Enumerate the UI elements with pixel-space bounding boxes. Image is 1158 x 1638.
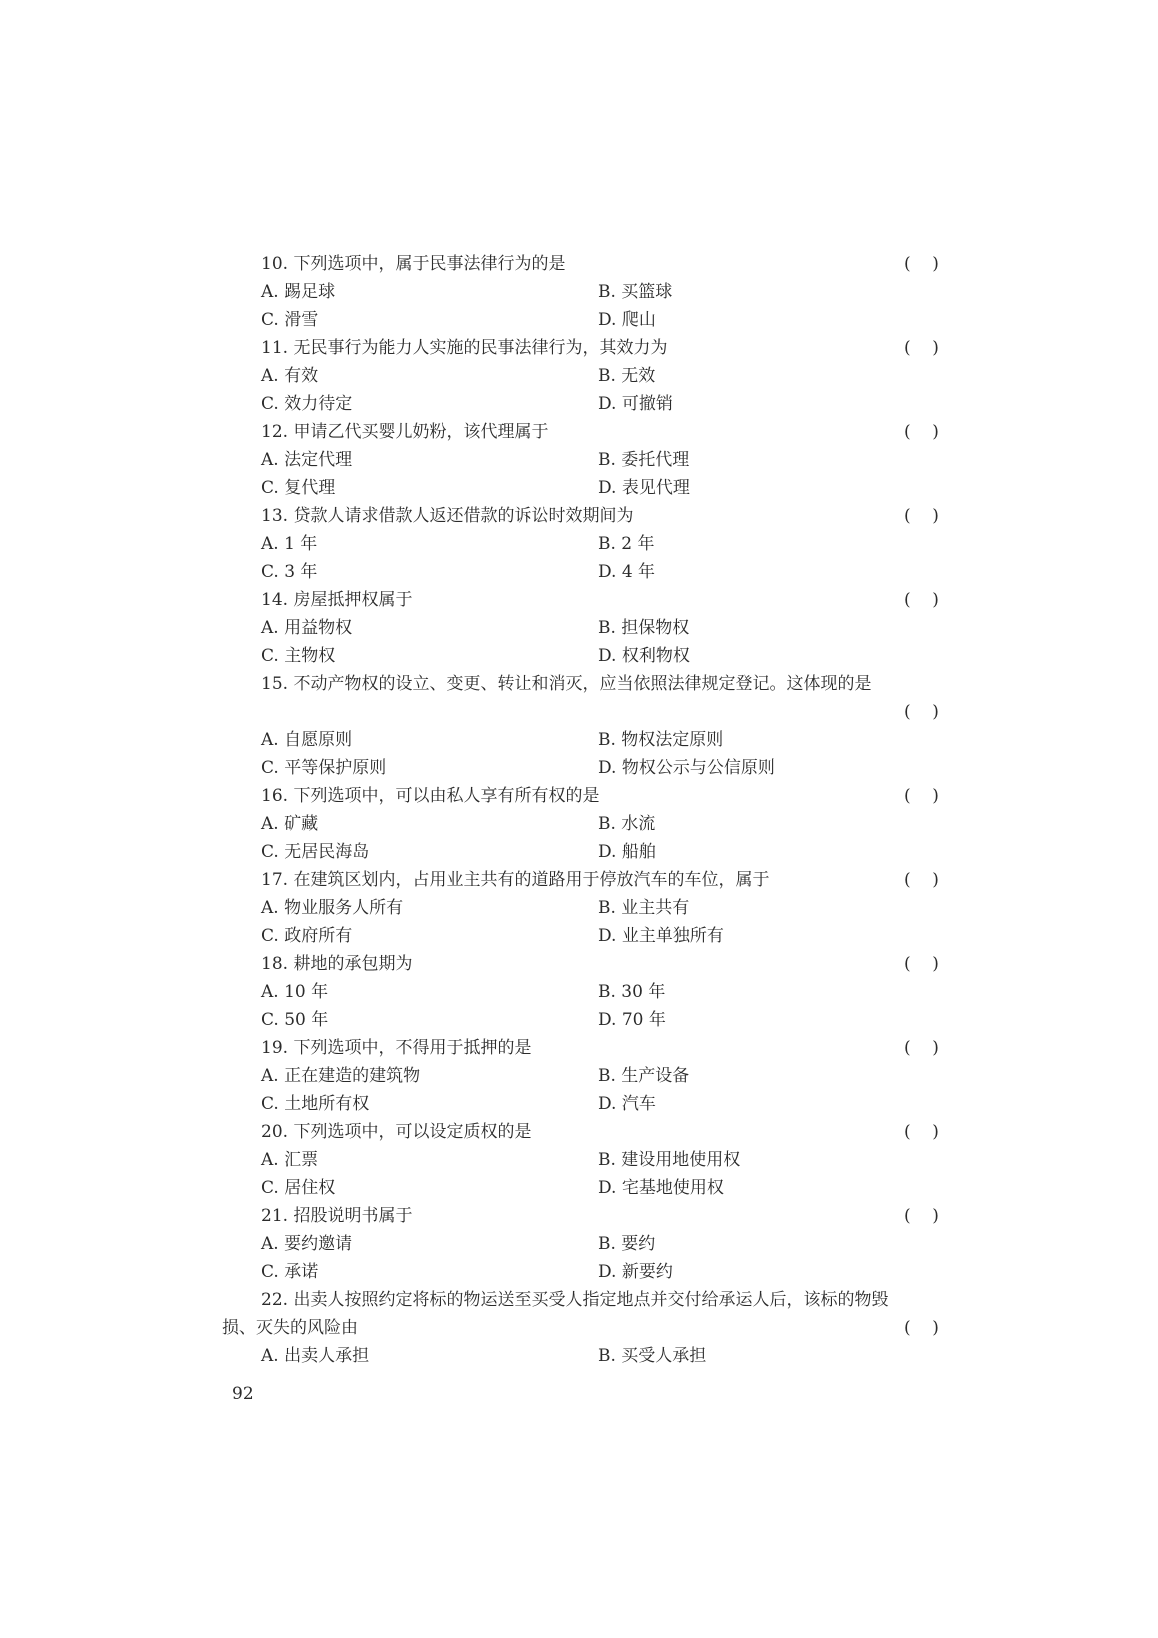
option: B. 水流 — [598, 814, 656, 834]
answer-bracket: ( ) — [904, 1318, 939, 1338]
option: C. 3 年 — [261, 562, 318, 582]
option: C. 滑雪 — [261, 310, 319, 330]
question-stem: 16. 下列选项中，可以由私人享有所有权的是 — [261, 786, 600, 806]
answer-bracket: ( ) — [904, 254, 939, 274]
option: B. 买篮球 — [598, 282, 673, 302]
answer-bracket: ( ) — [904, 870, 939, 890]
option: B. 要约 — [598, 1234, 656, 1254]
option: B. 2 年 — [598, 534, 655, 554]
answer-bracket: ( ) — [904, 786, 939, 806]
answer-bracket: ( ) — [904, 506, 939, 526]
question-stem-continued: 损、灭失的风险由 — [222, 1318, 358, 1338]
option: D. 权利物权 — [598, 646, 690, 666]
option: A. 1 年 — [261, 534, 318, 554]
option: B. 业主共有 — [598, 898, 690, 918]
option: C. 土地所有权 — [261, 1094, 370, 1114]
option: A. 用益物权 — [261, 618, 353, 638]
option: D. 汽车 — [598, 1094, 656, 1114]
question-stem: 21. 招股说明书属于 — [261, 1206, 413, 1226]
option: C. 50 年 — [261, 1010, 329, 1030]
answer-bracket: ( ) — [904, 954, 939, 974]
option: C. 居住权 — [261, 1178, 336, 1198]
answer-bracket: ( ) — [904, 1038, 939, 1058]
option: D. 宅基地使用权 — [598, 1178, 724, 1198]
question-stem: 17. 在建筑区划内，占用业主共有的道路用于停放汽车的车位，属于 — [261, 870, 770, 890]
answer-bracket: ( ) — [904, 422, 939, 442]
option: A. 汇票 — [261, 1150, 319, 1170]
answer-bracket: ( ) — [904, 1122, 939, 1142]
question-stem: 13. 贷款人请求借款人返还借款的诉讼时效期间为 — [261, 506, 634, 526]
option: A. 10 年 — [261, 982, 329, 1002]
option: C. 政府所有 — [261, 926, 353, 946]
option: D. 物权公示与公信原则 — [598, 758, 775, 778]
option: D. 业主单独所有 — [598, 926, 724, 946]
option: B. 担保物权 — [598, 618, 690, 638]
option: C. 无居民海岛 — [261, 842, 370, 862]
option: D. 新要约 — [598, 1262, 673, 1282]
question-stem: 22. 出卖人按照约定将标的物运送至买受人指定地点并交付给承运人后，该标的物毁 — [261, 1290, 889, 1310]
question-stem: 10. 下列选项中，属于民事法律行为的是 — [261, 254, 566, 274]
answer-bracket: ( ) — [904, 702, 939, 722]
option: C. 承诺 — [261, 1262, 319, 1282]
answer-bracket: ( ) — [904, 338, 939, 358]
option: D. 70 年 — [598, 1010, 666, 1030]
option: C. 平等保护原则 — [261, 758, 387, 778]
question-stem: 14. 房屋抵押权属于 — [261, 590, 413, 610]
option: A. 正在建造的建筑物 — [261, 1066, 421, 1086]
option: A. 踢足球 — [261, 282, 336, 302]
option: D. 爬山 — [598, 310, 656, 330]
option: A. 物业服务人所有 — [261, 898, 404, 918]
option: D. 4 年 — [598, 562, 656, 582]
option: B. 建设用地使用权 — [598, 1150, 741, 1170]
option: D. 表见代理 — [598, 478, 690, 498]
option: A. 矿藏 — [261, 814, 319, 834]
option: B. 无效 — [598, 366, 656, 386]
answer-bracket: ( ) — [904, 590, 939, 610]
option: B. 30 年 — [598, 982, 666, 1002]
option: A. 有效 — [261, 366, 319, 386]
answer-bracket: ( ) — [904, 1206, 939, 1226]
option: C. 复代理 — [261, 478, 336, 498]
option: A. 要约邀请 — [261, 1234, 353, 1254]
option: D. 可撤销 — [598, 394, 673, 414]
option: B. 买受人承担 — [598, 1346, 707, 1366]
option: A. 法定代理 — [261, 450, 353, 470]
option: B. 委托代理 — [598, 450, 690, 470]
question-stem: 20. 下列选项中，可以设定质权的是 — [261, 1122, 532, 1142]
option: B. 物权法定原则 — [598, 730, 724, 750]
option: A. 自愿原则 — [261, 730, 353, 750]
question-stem: 11. 无民事行为能力人实施的民事法律行为，其效力为 — [261, 338, 668, 358]
option: D. 船舶 — [598, 842, 656, 862]
page-number: 92 — [232, 1384, 254, 1404]
question-stem: 18. 耕地的承包期为 — [261, 954, 413, 974]
option: A. 出卖人承担 — [261, 1346, 370, 1366]
question-stem: 15. 不动产物权的设立、变更、转让和消灭，应当依照法律规定登记。这体现的是 — [261, 674, 872, 694]
option: C. 主物权 — [261, 646, 336, 666]
option: B. 生产设备 — [598, 1066, 690, 1086]
question-stem: 19. 下列选项中，不得用于抵押的是 — [261, 1038, 532, 1058]
option: C. 效力待定 — [261, 394, 353, 414]
question-stem: 12. 甲请乙代买婴儿奶粉，该代理属于 — [261, 422, 549, 442]
